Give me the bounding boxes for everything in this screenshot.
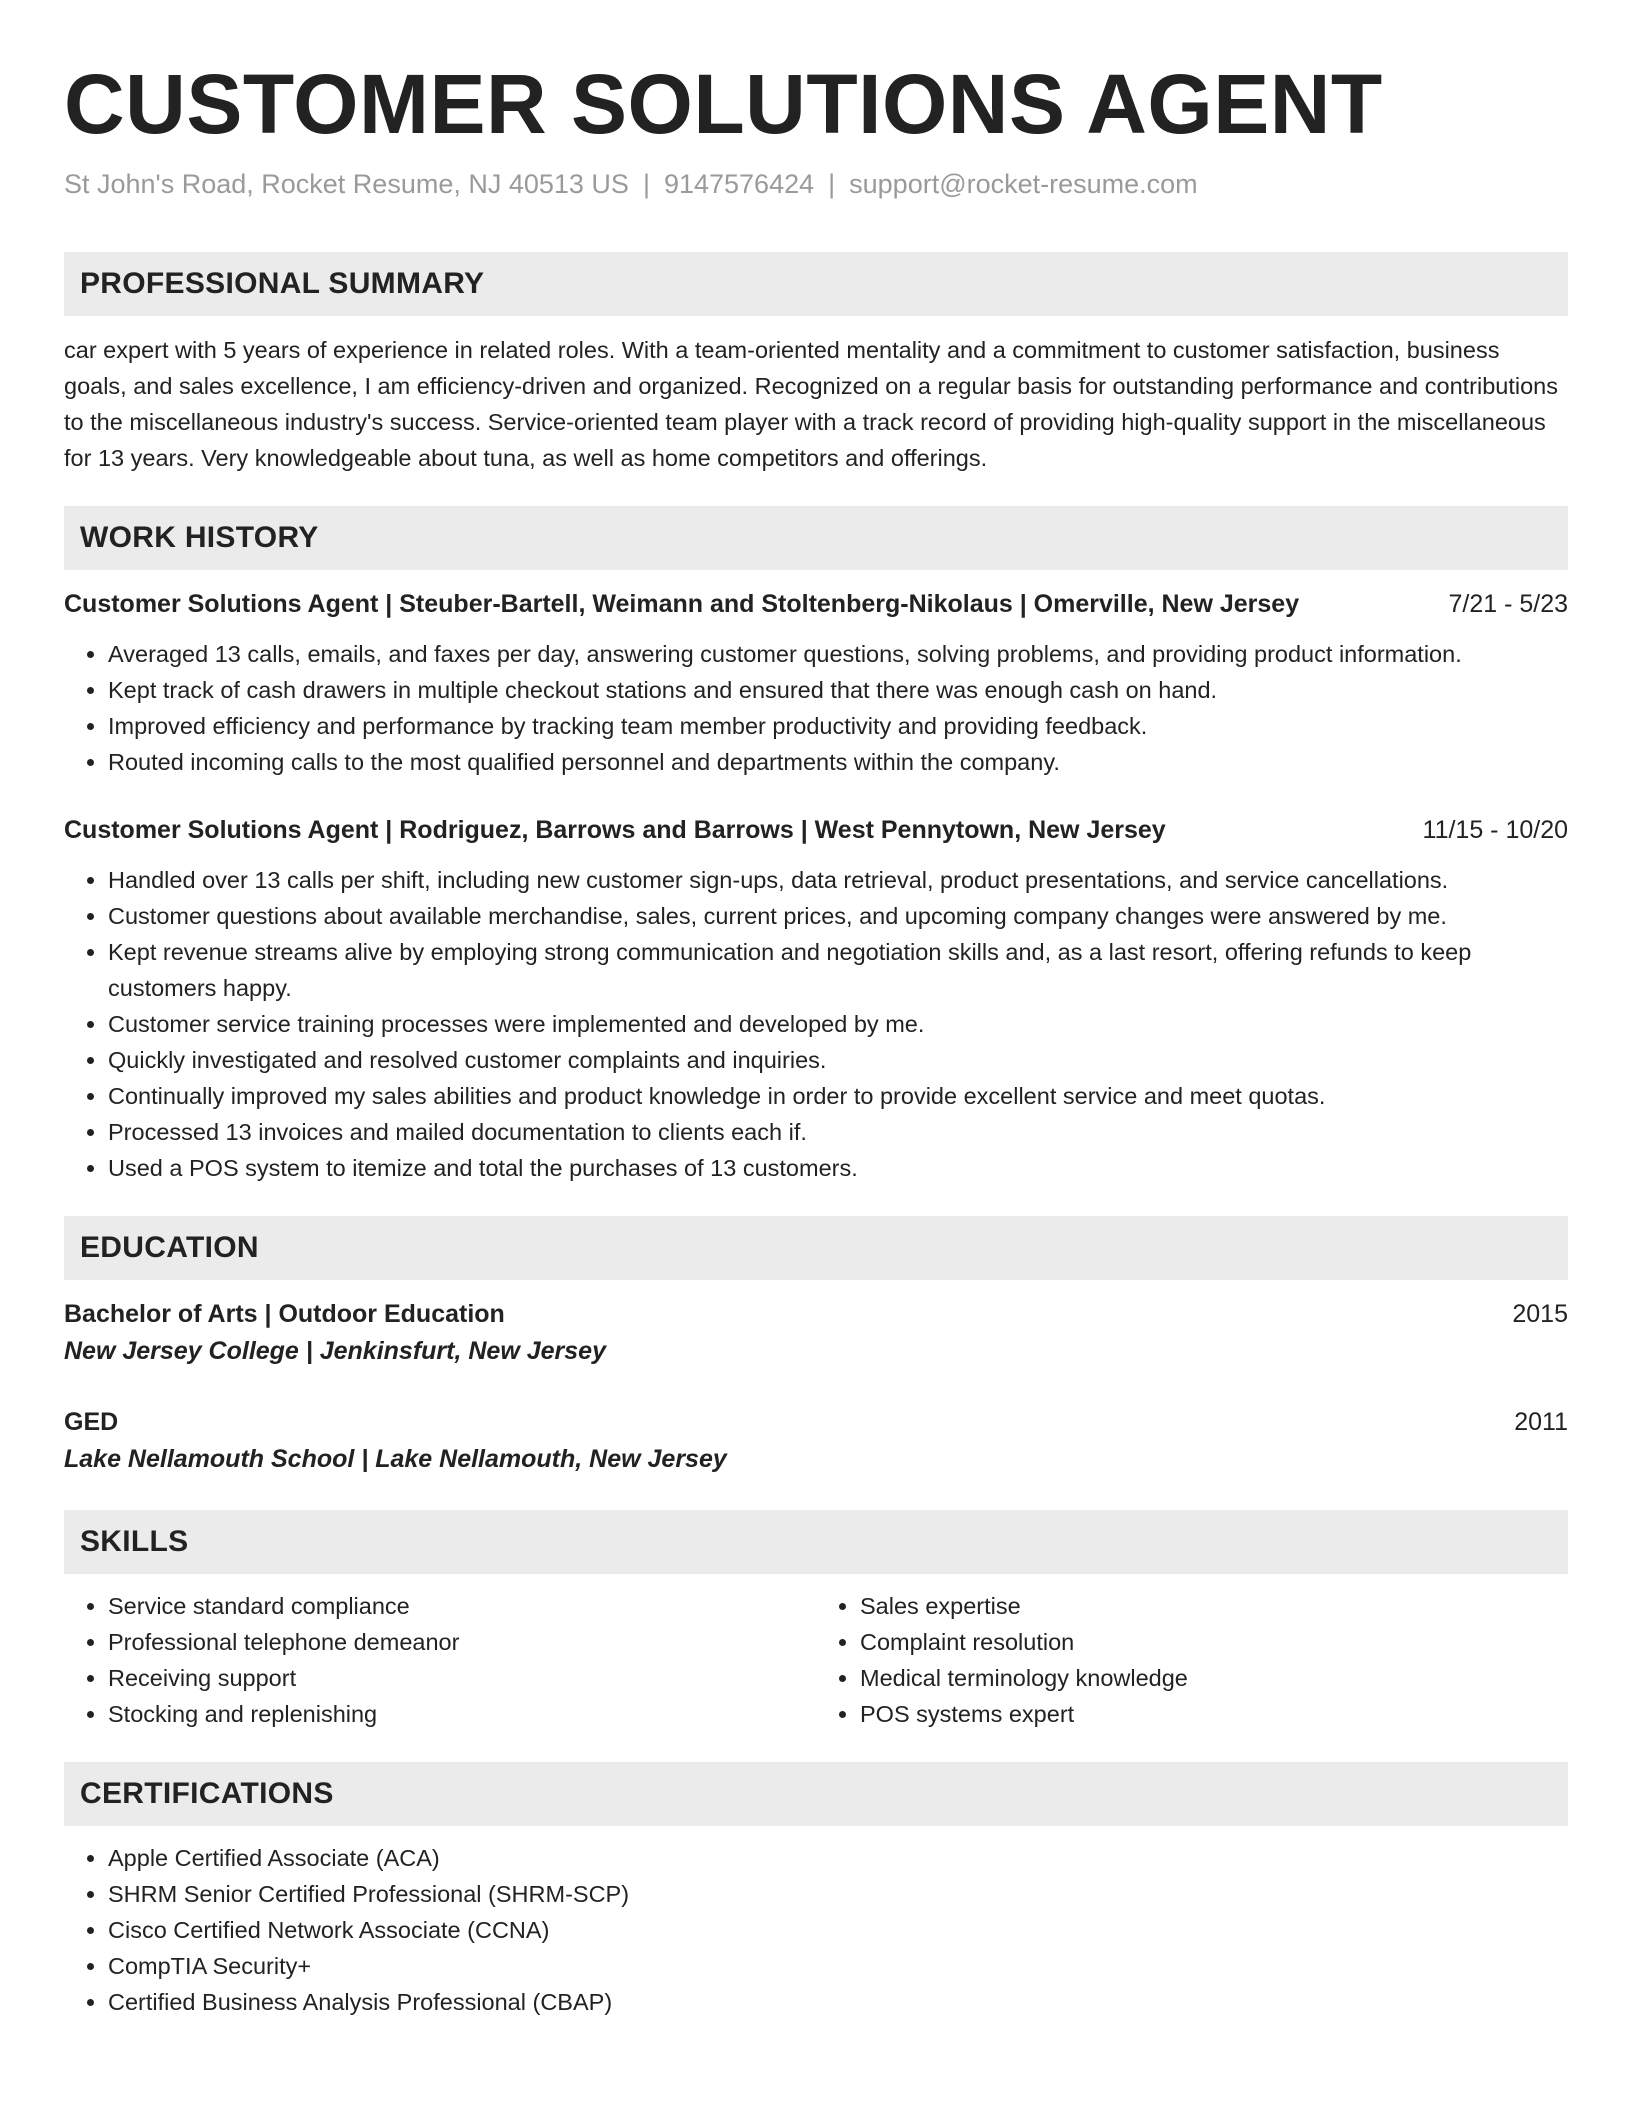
list-item: • Handled over 13 calls per shift, including new customer sign-ups, data retrieval, product presentations, and service cancellations. bbox=[108, 862, 1568, 898]
contact-separator: | bbox=[828, 169, 836, 199]
list-item: • Improved efficiency and performance by tracking team member productivity and providing feedback. bbox=[108, 708, 1568, 744]
contact-email: support@rocket-resume.com bbox=[849, 169, 1198, 199]
list-item: • Receiving support bbox=[108, 1660, 816, 1696]
list-item: • Service standard compliance bbox=[108, 1588, 816, 1624]
list-item: • Continually improved my sales abilities and product knowledge in order to provide excellent service and meet quotas. bbox=[108, 1078, 1568, 1114]
education-header bbox=[64, 1404, 1568, 1440]
list-item: • Stocking and replenishing bbox=[108, 1696, 816, 1732]
skills-section bbox=[64, 1510, 1568, 1732]
list-item: • CompTIA Security+ bbox=[108, 1948, 1568, 1984]
list-item: • Professional telephone demeanor bbox=[108, 1624, 816, 1660]
degree: Bachelor of Arts | Outdoor Education bbox=[64, 1300, 505, 1329]
list-item: • SHRM Senior Certified Professional (SHRM-SCP) bbox=[108, 1876, 1568, 1912]
skills-columns bbox=[64, 1588, 1568, 1732]
work-history-heading: WORK HISTORY bbox=[64, 506, 1568, 570]
job-entry bbox=[64, 812, 1568, 1186]
list-item: • Medical terminology knowledge bbox=[860, 1660, 1568, 1696]
summary-section bbox=[64, 252, 1568, 476]
job-header bbox=[64, 812, 1568, 848]
education-heading: EDUCATION bbox=[64, 1216, 1568, 1280]
list-item: • Used a POS system to itemize and total the purchases of 13 customers. bbox=[108, 1150, 1568, 1186]
list-item: • Cisco Certified Network Associate (CCNA) bbox=[108, 1912, 1568, 1948]
list-item: • Certified Business Analysis Professional (CBAP) bbox=[108, 1984, 1568, 2020]
graduation-year: 2011 bbox=[1514, 1408, 1568, 1437]
job-title: Customer Solutions Agent | Rodriguez, Barrows and Barrows | West Pennytown, New Jersey bbox=[64, 816, 1166, 845]
degree: GED bbox=[64, 1408, 119, 1437]
list-item: • Sales expertise bbox=[860, 1588, 1568, 1624]
skills-heading: SKILLS bbox=[64, 1510, 1568, 1574]
certifications-list bbox=[64, 1840, 1568, 2020]
list-item: • Customer questions about available merchandise, sales, current prices, and upcoming company changes were answered by me. bbox=[108, 898, 1568, 934]
job-header bbox=[64, 586, 1568, 622]
job-title: Customer Solutions Agent | Steuber-Bartell, Weimann and Stoltenberg-Nikolaus | Omerville, New Jersey bbox=[64, 590, 1300, 619]
summary-heading: PROFESSIONAL SUMMARY bbox=[64, 252, 1568, 316]
contact-phone: 9147576424 bbox=[663, 169, 815, 199]
list-item: • Complaint resolution bbox=[860, 1624, 1568, 1660]
skills-left-column bbox=[64, 1588, 816, 1732]
summary-text: car expert with 5 years of experience in related roles. With a team-oriented mentality and a commitment to customer satisfaction, business goals, and sales excellence, I am efficiency-driven and organized. Recognized on a regular basis for outstanding performance and contributions to the miscellaneous industry's success. Service-oriented team player with a track record of providing high-quality support in the miscellaneous for 13 years. Very knowledgeable about tuna, as well as home competitors and offerings. bbox=[64, 337, 1559, 472]
work-history-section bbox=[64, 506, 1568, 1186]
skills-right-column bbox=[816, 1588, 1568, 1732]
job-dates: 11/15 - 10/20 bbox=[1422, 816, 1568, 845]
list-item: • Averaged 13 calls, emails, and faxes per day, answering customer questions, solving problems, and providing product information. bbox=[108, 636, 1568, 672]
list-item: • Customer service training processes were implemented and developed by me. bbox=[108, 1006, 1568, 1042]
candidate-name: CUSTOMER SOLUTIONS AGENT bbox=[64, 57, 1383, 151]
education-section bbox=[64, 1216, 1568, 1478]
list-item: • Processed 13 invoices and mailed documentation to clients each if. bbox=[108, 1114, 1568, 1150]
job-bullets bbox=[64, 862, 1568, 1186]
job-dates: 7/21 - 5/23 bbox=[1448, 590, 1568, 619]
education-header bbox=[64, 1296, 1568, 1332]
contact-address: St John's Road, Rocket Resume, NJ 40513 US bbox=[64, 169, 629, 199]
list-item: • Kept revenue streams alive by employing strong communication and negotiation skills and, as a last resort, offering refunds to keep customers happy. bbox=[108, 934, 1568, 1006]
list-item: • Apple Certified Associate (ACA) bbox=[108, 1840, 1568, 1876]
list-item: • Kept track of cash drawers in multiple checkout stations and ensured that there was enough cash on hand. bbox=[108, 672, 1568, 708]
education-entry bbox=[64, 1296, 1568, 1370]
school: New Jersey College | Jenkinsfurt, New Jersey bbox=[64, 1337, 606, 1366]
education-entry bbox=[64, 1404, 1568, 1478]
certifications-section bbox=[64, 1762, 1568, 2020]
list-item: • POS systems expert bbox=[860, 1696, 1568, 1732]
graduation-year: 2015 bbox=[1512, 1300, 1568, 1329]
job-bullets bbox=[64, 636, 1568, 780]
contact-separator: | bbox=[642, 169, 650, 199]
job-entry bbox=[64, 586, 1568, 780]
certifications-heading: CERTIFICATIONS bbox=[64, 1762, 1568, 1826]
list-item: • Quickly investigated and resolved customer complaints and inquiries. bbox=[108, 1042, 1568, 1078]
list-item: • Routed incoming calls to the most qualified personnel and departments within the company. bbox=[108, 744, 1568, 780]
contact-line bbox=[64, 168, 1568, 200]
school: Lake Nellamouth School | Lake Nellamouth, New Jersey bbox=[64, 1445, 727, 1474]
